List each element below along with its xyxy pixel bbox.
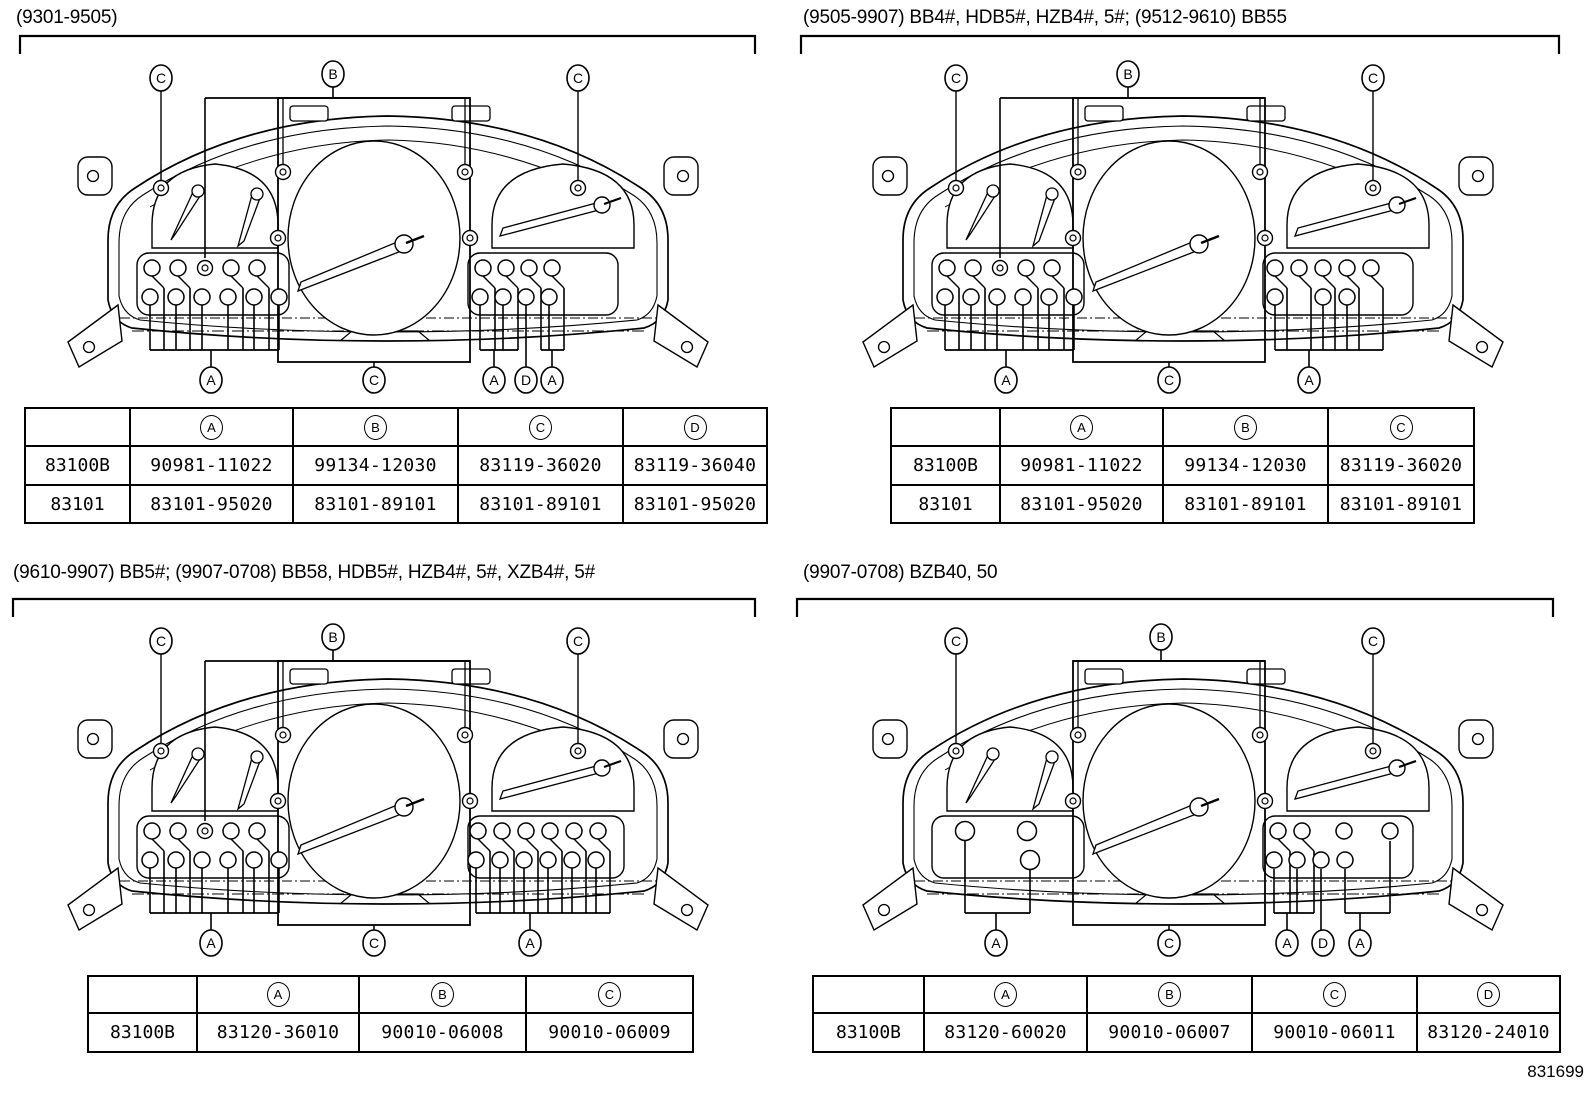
callout-A bbox=[1276, 930, 1298, 956]
svg-text:C: C bbox=[1367, 633, 1379, 649]
svg-text:C: C bbox=[1163, 372, 1175, 388]
callout-D bbox=[515, 367, 537, 393]
corner-cell bbox=[88, 976, 197, 1013]
part-number-cell: 83101-89101 bbox=[293, 485, 458, 523]
speedometer-dial bbox=[288, 141, 460, 335]
svg-text:C: C bbox=[572, 70, 584, 86]
callout-B bbox=[1117, 61, 1139, 87]
svg-text:C: C bbox=[368, 935, 380, 951]
part-row-label: 83100B bbox=[813, 1013, 924, 1052]
part-number-cell: 83101-89101 bbox=[458, 485, 623, 523]
svg-text:A: A bbox=[1282, 935, 1292, 951]
column-header-C bbox=[526, 976, 693, 1013]
svg-text:A: A bbox=[1001, 372, 1011, 388]
callout-A bbox=[200, 930, 222, 956]
part-row-label: 83100B bbox=[88, 1013, 197, 1052]
callout-C bbox=[1362, 628, 1384, 654]
corner-cell bbox=[25, 408, 130, 446]
top-notch bbox=[1085, 106, 1123, 121]
part-number-cell: 90010-06007 bbox=[1087, 1013, 1252, 1052]
callout-C bbox=[150, 65, 172, 91]
svg-text:C: C bbox=[950, 633, 962, 649]
part-number-cell: 83120-60020 bbox=[924, 1013, 1087, 1052]
circled-letter: A bbox=[1070, 415, 1093, 440]
circled-letter: B bbox=[431, 982, 454, 1007]
part-number-cell: 83101-89101 bbox=[1163, 485, 1328, 523]
speedometer-dial bbox=[1083, 704, 1255, 898]
callout-C bbox=[945, 628, 967, 654]
part-number-cell: 90010-06008 bbox=[359, 1013, 526, 1052]
callout-C bbox=[363, 367, 385, 393]
part-number-cell: 83101-95020 bbox=[623, 485, 767, 523]
column-header-C bbox=[1328, 408, 1474, 446]
svg-text:C: C bbox=[1163, 935, 1175, 951]
svg-text:A: A bbox=[1304, 372, 1314, 388]
svg-text:A: A bbox=[547, 372, 557, 388]
section-9505-9907 bbox=[795, 0, 1592, 545]
circled-letter: B bbox=[1234, 415, 1257, 440]
corner-cell bbox=[813, 976, 924, 1013]
svg-text:C: C bbox=[950, 70, 962, 86]
column-header-D bbox=[1417, 976, 1560, 1013]
svg-text:A: A bbox=[206, 372, 216, 388]
part-number-cell: 99134-12030 bbox=[1163, 446, 1328, 485]
table-row bbox=[891, 485, 1474, 523]
circled-letter: D bbox=[684, 415, 707, 440]
svg-text:C: C bbox=[155, 70, 167, 86]
callout-C bbox=[363, 930, 385, 956]
part-number-cell: 90010-06011 bbox=[1252, 1013, 1417, 1052]
part-number-cell: 83120-36010 bbox=[197, 1013, 359, 1052]
speedometer-dial bbox=[288, 704, 460, 898]
callout-C bbox=[1158, 930, 1180, 956]
svg-text:C: C bbox=[155, 633, 167, 649]
speedometer-dial bbox=[1083, 141, 1255, 335]
parts-table bbox=[87, 975, 694, 1053]
column-header-C bbox=[458, 408, 623, 446]
part-number-cell: 83101-95020 bbox=[130, 485, 293, 523]
part-row-label: 83100B bbox=[891, 446, 1000, 485]
part-row-label: 83101 bbox=[891, 485, 1000, 523]
column-header-A bbox=[130, 408, 293, 446]
column-header-B bbox=[1087, 976, 1252, 1013]
circled-letter: C bbox=[598, 982, 621, 1007]
top-notch bbox=[290, 669, 328, 684]
cluster-drawing bbox=[20, 36, 755, 393]
svg-text:C: C bbox=[572, 633, 584, 649]
circled-letter: D bbox=[1477, 982, 1500, 1007]
top-notch bbox=[1247, 669, 1285, 684]
section-9907-0708 bbox=[795, 555, 1592, 1100]
top-notch bbox=[290, 106, 328, 121]
part-number-cell: 83101-89101 bbox=[1328, 485, 1474, 523]
parts-table bbox=[812, 975, 1561, 1053]
svg-text:B: B bbox=[328, 66, 338, 82]
part-number-cell: 83119-36020 bbox=[458, 446, 623, 485]
callout-C bbox=[945, 65, 967, 91]
table-row bbox=[25, 446, 767, 485]
svg-text:A: A bbox=[206, 935, 216, 951]
circled-letter: C bbox=[1390, 415, 1413, 440]
column-header-B bbox=[293, 408, 458, 446]
callout-A bbox=[519, 930, 541, 956]
callout-D bbox=[1312, 930, 1334, 956]
callout-B bbox=[322, 61, 344, 87]
circled-letter: A bbox=[200, 415, 223, 440]
svg-text:A: A bbox=[489, 372, 499, 388]
part-number-cell: 83101-95020 bbox=[1000, 485, 1163, 523]
part-number-cell: 99134-12030 bbox=[293, 446, 458, 485]
part-number-cell: 90981-11022 bbox=[1000, 446, 1163, 485]
callout-A bbox=[541, 367, 563, 393]
part-row-label: 83100B bbox=[25, 446, 130, 485]
application-range-label: (9907-0708) BZB40, 50 bbox=[803, 562, 998, 583]
application-range-label: (9301-9505) bbox=[16, 7, 118, 28]
svg-text:B: B bbox=[1123, 66, 1133, 82]
svg-text:A: A bbox=[991, 935, 1001, 951]
parts-table bbox=[24, 407, 768, 524]
svg-text:B: B bbox=[328, 629, 338, 645]
callout-B bbox=[1150, 624, 1172, 650]
callout-A bbox=[483, 367, 505, 393]
callout-A bbox=[200, 367, 222, 393]
circled-letter: B bbox=[364, 415, 387, 440]
pin-bank bbox=[1263, 253, 1413, 315]
callout-B bbox=[322, 624, 344, 650]
table-row bbox=[88, 1013, 693, 1052]
pin-bank bbox=[932, 816, 1084, 878]
cluster-drawing bbox=[797, 599, 1553, 956]
column-header-C bbox=[1252, 976, 1417, 1013]
circled-letter: B bbox=[1158, 982, 1181, 1007]
figure-number: 831699 bbox=[1527, 1062, 1584, 1081]
callout-C bbox=[1362, 65, 1384, 91]
part-number-cell: 90981-11022 bbox=[130, 446, 293, 485]
circled-letter: A bbox=[994, 982, 1017, 1007]
column-header-B bbox=[1163, 408, 1328, 446]
cluster-drawing bbox=[13, 599, 755, 956]
svg-text:C: C bbox=[1367, 70, 1379, 86]
column-header-A bbox=[197, 976, 359, 1013]
callout-C bbox=[567, 628, 589, 654]
svg-text:B: B bbox=[1156, 629, 1166, 645]
circled-letter: C bbox=[529, 415, 552, 440]
circled-letter: C bbox=[1323, 982, 1346, 1007]
top-notch bbox=[452, 669, 490, 684]
table-row bbox=[25, 485, 767, 523]
column-header-A bbox=[1000, 408, 1163, 446]
table-row bbox=[813, 1013, 1560, 1052]
application-range-label: (9505-9907) BB4#, HDB5#, HZB4#, 5#; (9512-9610) BB55 bbox=[803, 7, 1287, 28]
cluster-drawing bbox=[801, 36, 1559, 393]
section-9610-9907 bbox=[0, 555, 797, 1100]
callout-A bbox=[1298, 367, 1320, 393]
parts-table bbox=[890, 407, 1475, 524]
callout-A bbox=[985, 930, 1007, 956]
part-number-cell: 90010-06009 bbox=[526, 1013, 693, 1052]
part-number-cell: 83119-36020 bbox=[1328, 446, 1474, 485]
top-notch bbox=[1247, 106, 1285, 121]
circled-letter: A bbox=[267, 982, 290, 1007]
section-9301-9505 bbox=[0, 0, 797, 545]
column-header-D bbox=[623, 408, 767, 446]
svg-text:C: C bbox=[368, 372, 380, 388]
table-row bbox=[891, 446, 1474, 485]
callout-C bbox=[150, 628, 172, 654]
column-header-B bbox=[359, 976, 526, 1013]
part-number-cell: 83120-24010 bbox=[1417, 1013, 1560, 1052]
column-header-A bbox=[924, 976, 1087, 1013]
svg-text:D: D bbox=[1317, 935, 1329, 951]
top-notch bbox=[1085, 669, 1123, 684]
svg-text:A: A bbox=[525, 935, 535, 951]
top-notch bbox=[452, 106, 490, 121]
svg-text:A: A bbox=[1355, 935, 1365, 951]
part-row-label: 83101 bbox=[25, 485, 130, 523]
application-range-label: (9610-9907) BB5#; (9907-0708) BB58, HDB5#, HZB4#, 5#, XZB4#, 5# bbox=[13, 562, 596, 583]
corner-cell bbox=[891, 408, 1000, 446]
callout-A bbox=[1349, 930, 1371, 956]
svg-text:D: D bbox=[520, 372, 532, 388]
part-number-cell: 83119-36040 bbox=[623, 446, 767, 485]
callout-A bbox=[995, 367, 1017, 393]
callout-C bbox=[567, 65, 589, 91]
callout-C bbox=[1158, 367, 1180, 393]
